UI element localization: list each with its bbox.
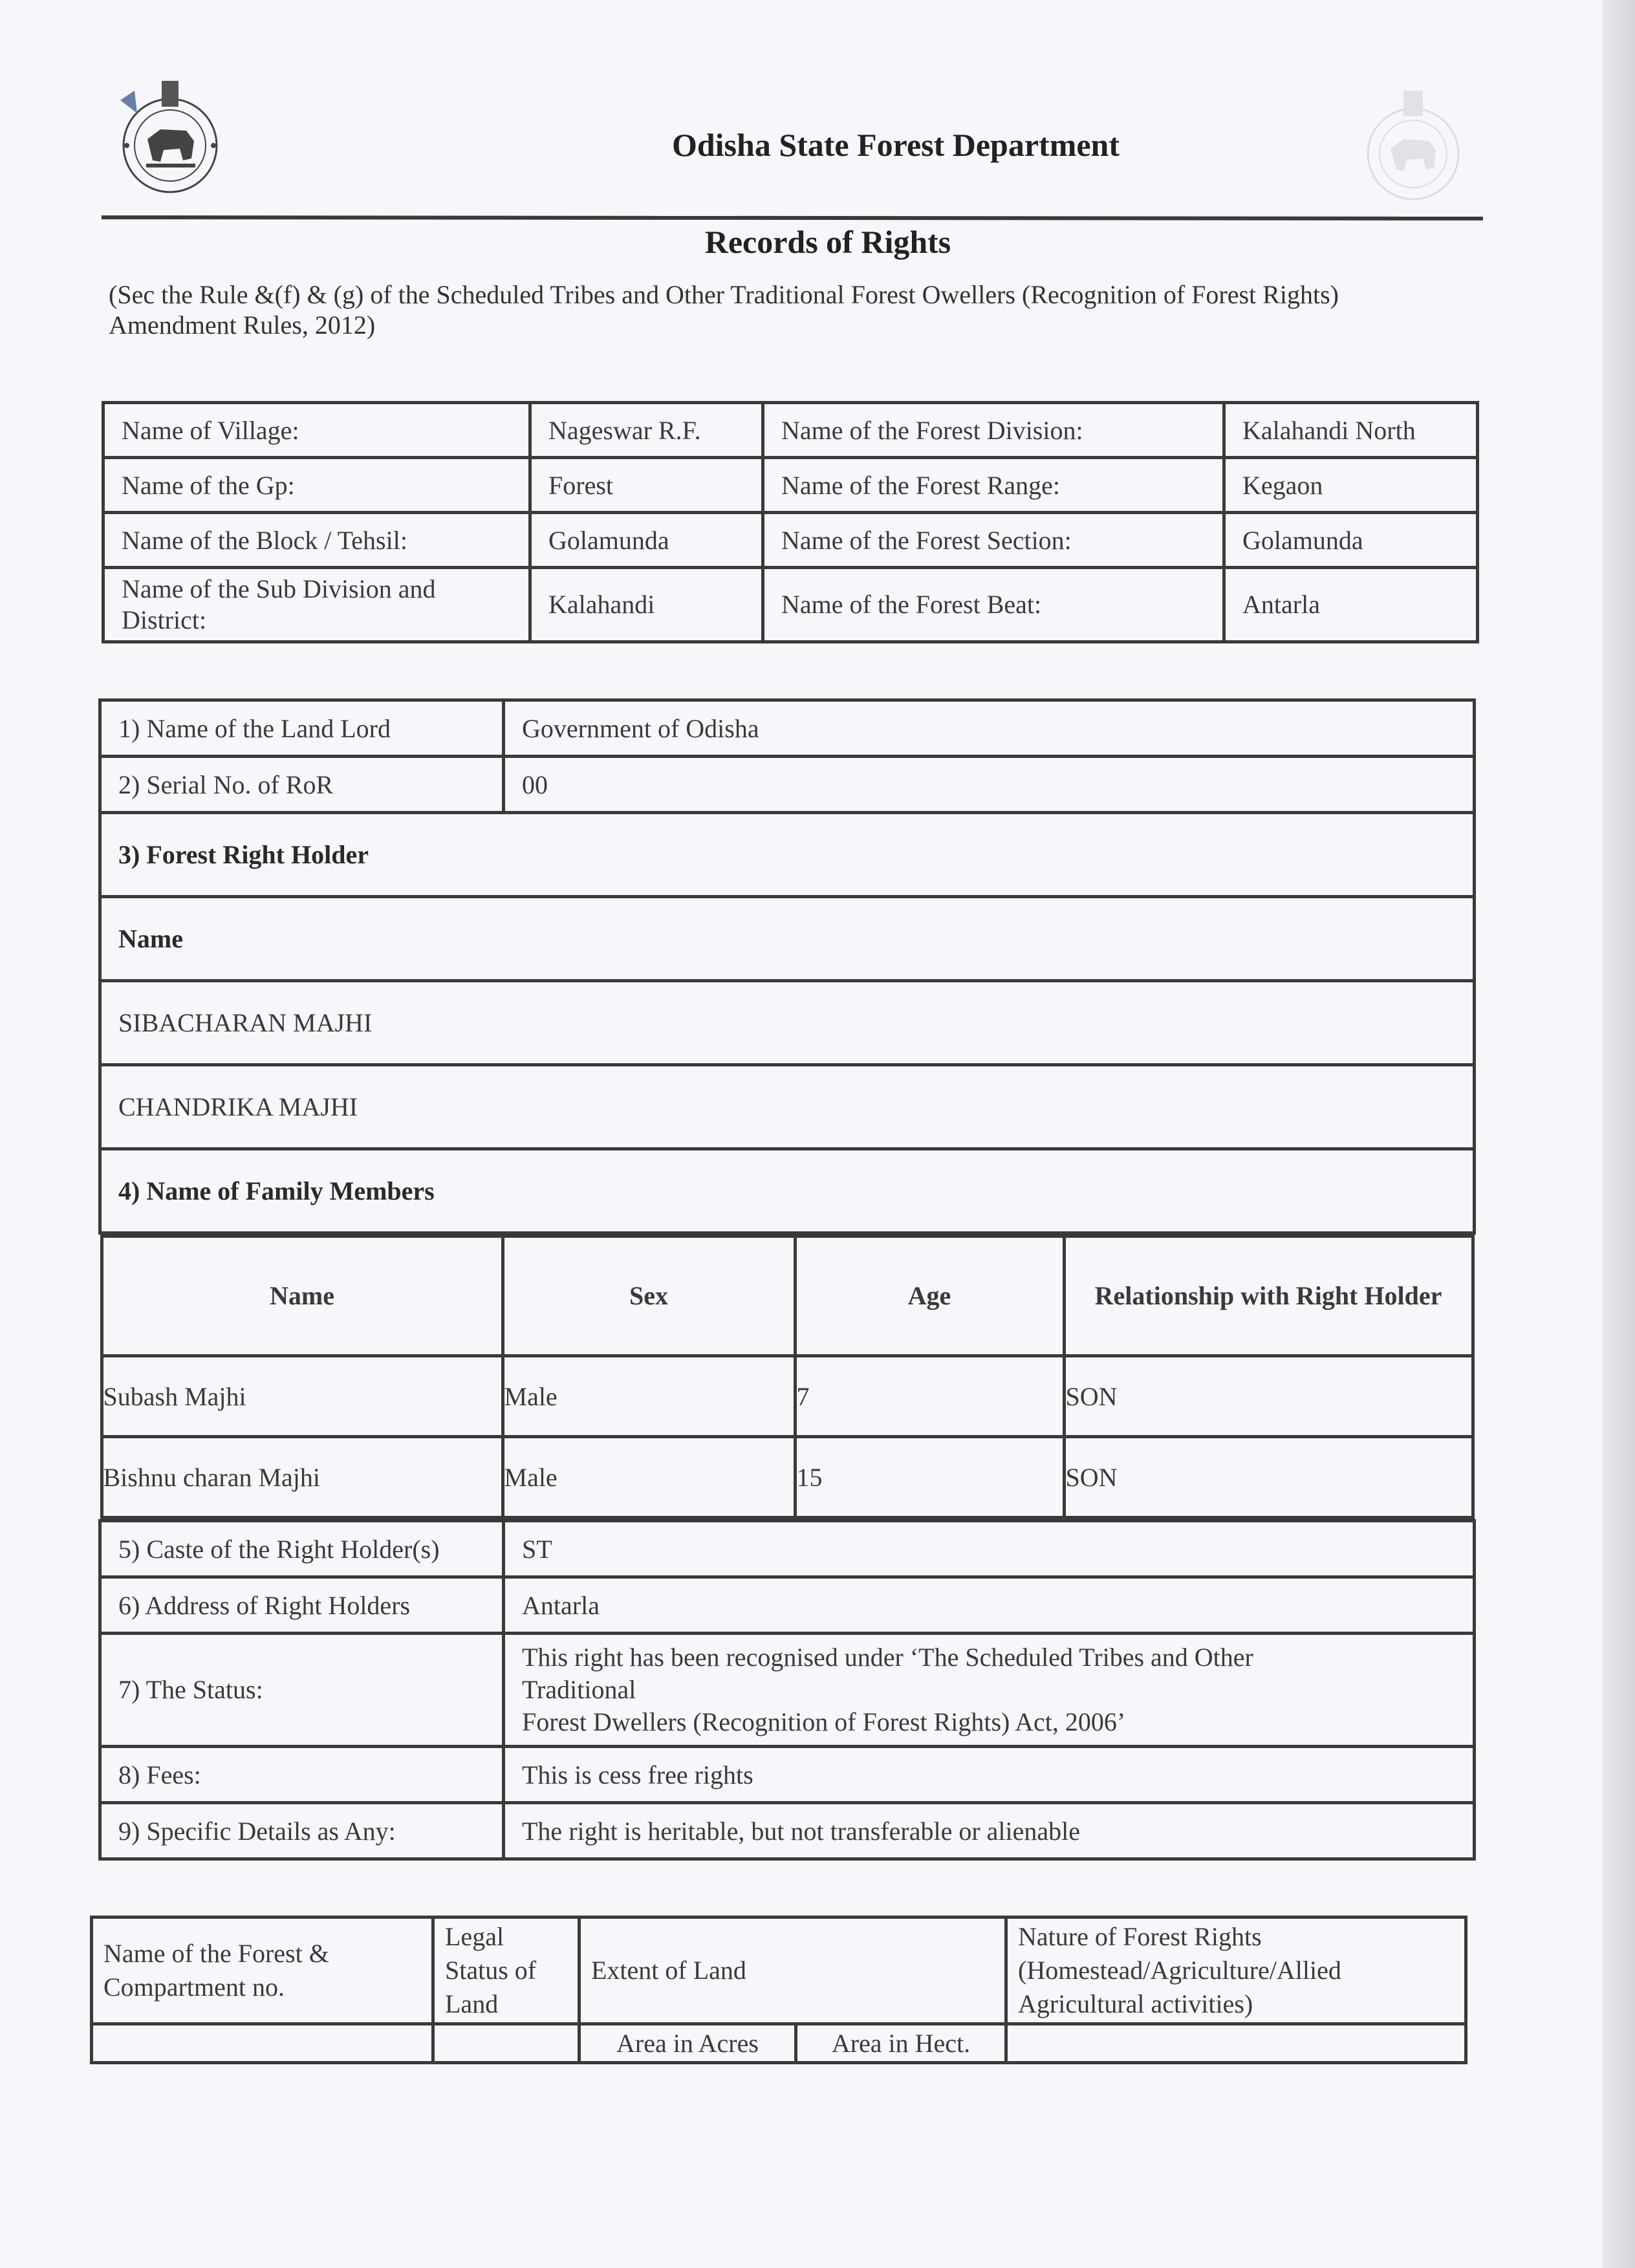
faded-seal-icon (1361, 91, 1465, 204)
column-header-nature-rights: Nature of Forest Rights (Homestead/Agriculture/Allied Agricultural activities) (1006, 1917, 1466, 2024)
table-row (100, 1634, 1475, 1747)
table-row (103, 513, 1478, 568)
table-row (102, 1356, 1473, 1437)
label-village: Name of Village: (103, 403, 530, 458)
table-row (100, 1521, 1475, 1577)
member-name: Bishnu charan Majhi (102, 1437, 503, 1518)
holder-name: CHANDRIKA MAJHI (100, 1065, 1475, 1149)
family-table-cell (100, 1233, 1475, 1521)
table-header-row (102, 1237, 1473, 1356)
member-age: 7 (795, 1356, 1064, 1437)
column-header-extent: Extent of Land (579, 1917, 1006, 2024)
header-rule (102, 215, 1483, 221)
label-block: Name of the Block / Tehsil: (103, 513, 530, 568)
table-row (102, 1437, 1473, 1518)
land-table (90, 1916, 1467, 2064)
family-heading: 4) Name of Family Members (100, 1149, 1475, 1233)
label-forest-range: Name of the Forest Range: (763, 458, 1224, 513)
column-header-legal-status: Legal Status of Land (433, 1917, 579, 2024)
document-subtitle: Records of Rights (704, 224, 951, 260)
value-forest-beat: Antarla (1224, 568, 1478, 642)
family-table-row (100, 1233, 1475, 1521)
caste-value: ST (504, 1521, 1475, 1577)
table-row (100, 1577, 1475, 1634)
status-label: 7) The Status: (100, 1634, 504, 1747)
table-row (103, 403, 1478, 458)
empty-cell (433, 2024, 579, 2063)
table-header-row (92, 1917, 1466, 2024)
table-row (92, 2024, 1466, 2063)
member-relationship: SON (1064, 1356, 1473, 1437)
table-row (100, 981, 1475, 1065)
address-label: 6) Address of Right Holders (100, 1577, 504, 1634)
holder-name: SIBACHARAN MAJHI (100, 981, 1475, 1065)
value-village: Nageswar R.F. (530, 403, 763, 458)
specific-details-label: 9) Specific Details as Any: (100, 1803, 504, 1859)
rule-reference: (Sec the Rule &(f) & (g) of the Scheduled Tribes and Other Traditional Forest Owellers (Recognition of Forest Rights) Amendment Rules, 2012) (109, 280, 1339, 340)
table-row (100, 1747, 1475, 1803)
status-line: This right has been recognised under ‘The Scheduled Tribes and Other (522, 1643, 1253, 1672)
member-name: Subash Majhi (102, 1356, 503, 1437)
table-row (100, 897, 1475, 981)
column-header-age: Age (795, 1237, 1064, 1356)
name-heading: Name (100, 897, 1475, 981)
label-forest-division: Name of the Forest Division: (763, 403, 1224, 458)
member-sex: Male (503, 1356, 795, 1437)
empty-cell (92, 2024, 433, 2063)
serial-value: 00 (504, 757, 1475, 813)
value-forest-range: Kegaon (1224, 458, 1478, 513)
family-members-table (100, 1235, 1475, 1519)
serial-label: 2) Serial No. of RoR (100, 757, 504, 813)
caste-label: 5) Caste of the Right Holder(s) (100, 1521, 504, 1577)
fees-label: 8) Fees: (100, 1747, 504, 1803)
table-row (100, 757, 1475, 813)
right-holder-heading: 3) Forest Right Holder (100, 813, 1475, 897)
status-line: Traditional (522, 1675, 636, 1704)
column-header-name: Name (102, 1237, 503, 1356)
column-header-relationship: Relationship with Right Holder (1064, 1237, 1473, 1356)
value-block: Golamunda (530, 513, 763, 568)
value-forest-division: Kalahandi North (1224, 403, 1478, 458)
odisha-emblem-logo (115, 78, 225, 197)
empty-cell (1006, 2024, 1466, 2063)
status-value (504, 1634, 1475, 1747)
label-forest-section: Name of the Forest Section: (763, 513, 1224, 568)
member-sex: Male (503, 1437, 795, 1518)
table-row (100, 1149, 1475, 1233)
column-header-area-acres: Area in Acres (579, 2024, 796, 2063)
label-sub-division: Name of the Sub Division and District: (103, 568, 530, 642)
land-lord-value: Government of Odisha (504, 700, 1475, 757)
page-edge (1603, 0, 1635, 2268)
table-row (103, 458, 1478, 513)
table-row (100, 1803, 1475, 1859)
fees-value: This is cess free rights (504, 1747, 1475, 1803)
label-gp: Name of the Gp: (103, 458, 530, 513)
record-table (98, 698, 1476, 1861)
label-forest-beat: Name of the Forest Beat: (763, 568, 1224, 642)
table-row (100, 813, 1475, 897)
specific-details-value: The right is heritable, but not transferable or alienable (504, 1803, 1475, 1859)
value-sub-division: Kalahandi (530, 568, 763, 642)
column-header-forest-compartment: Name of the Forest & Compartment no. (92, 1917, 433, 2024)
column-header-sex: Sex (503, 1237, 795, 1356)
status-line: Forest Dwellers (Recognition of Forest Rights) Act, 2006’ (522, 1707, 1126, 1736)
address-value: Antarla (504, 1577, 1475, 1634)
table-row (103, 568, 1478, 642)
member-relationship: SON (1064, 1437, 1473, 1518)
column-header-area-hect: Area in Hect. (796, 2024, 1006, 2063)
land-lord-label: 1) Name of the Land Lord (100, 700, 504, 757)
member-age: 15 (795, 1437, 1064, 1518)
table-row (100, 1065, 1475, 1149)
page-title: Odisha State Forest Department (671, 127, 1120, 163)
value-forest-section: Golamunda (1224, 513, 1478, 568)
value-gp: Forest (530, 458, 763, 513)
table-row (100, 700, 1475, 757)
location-table (102, 401, 1479, 643)
